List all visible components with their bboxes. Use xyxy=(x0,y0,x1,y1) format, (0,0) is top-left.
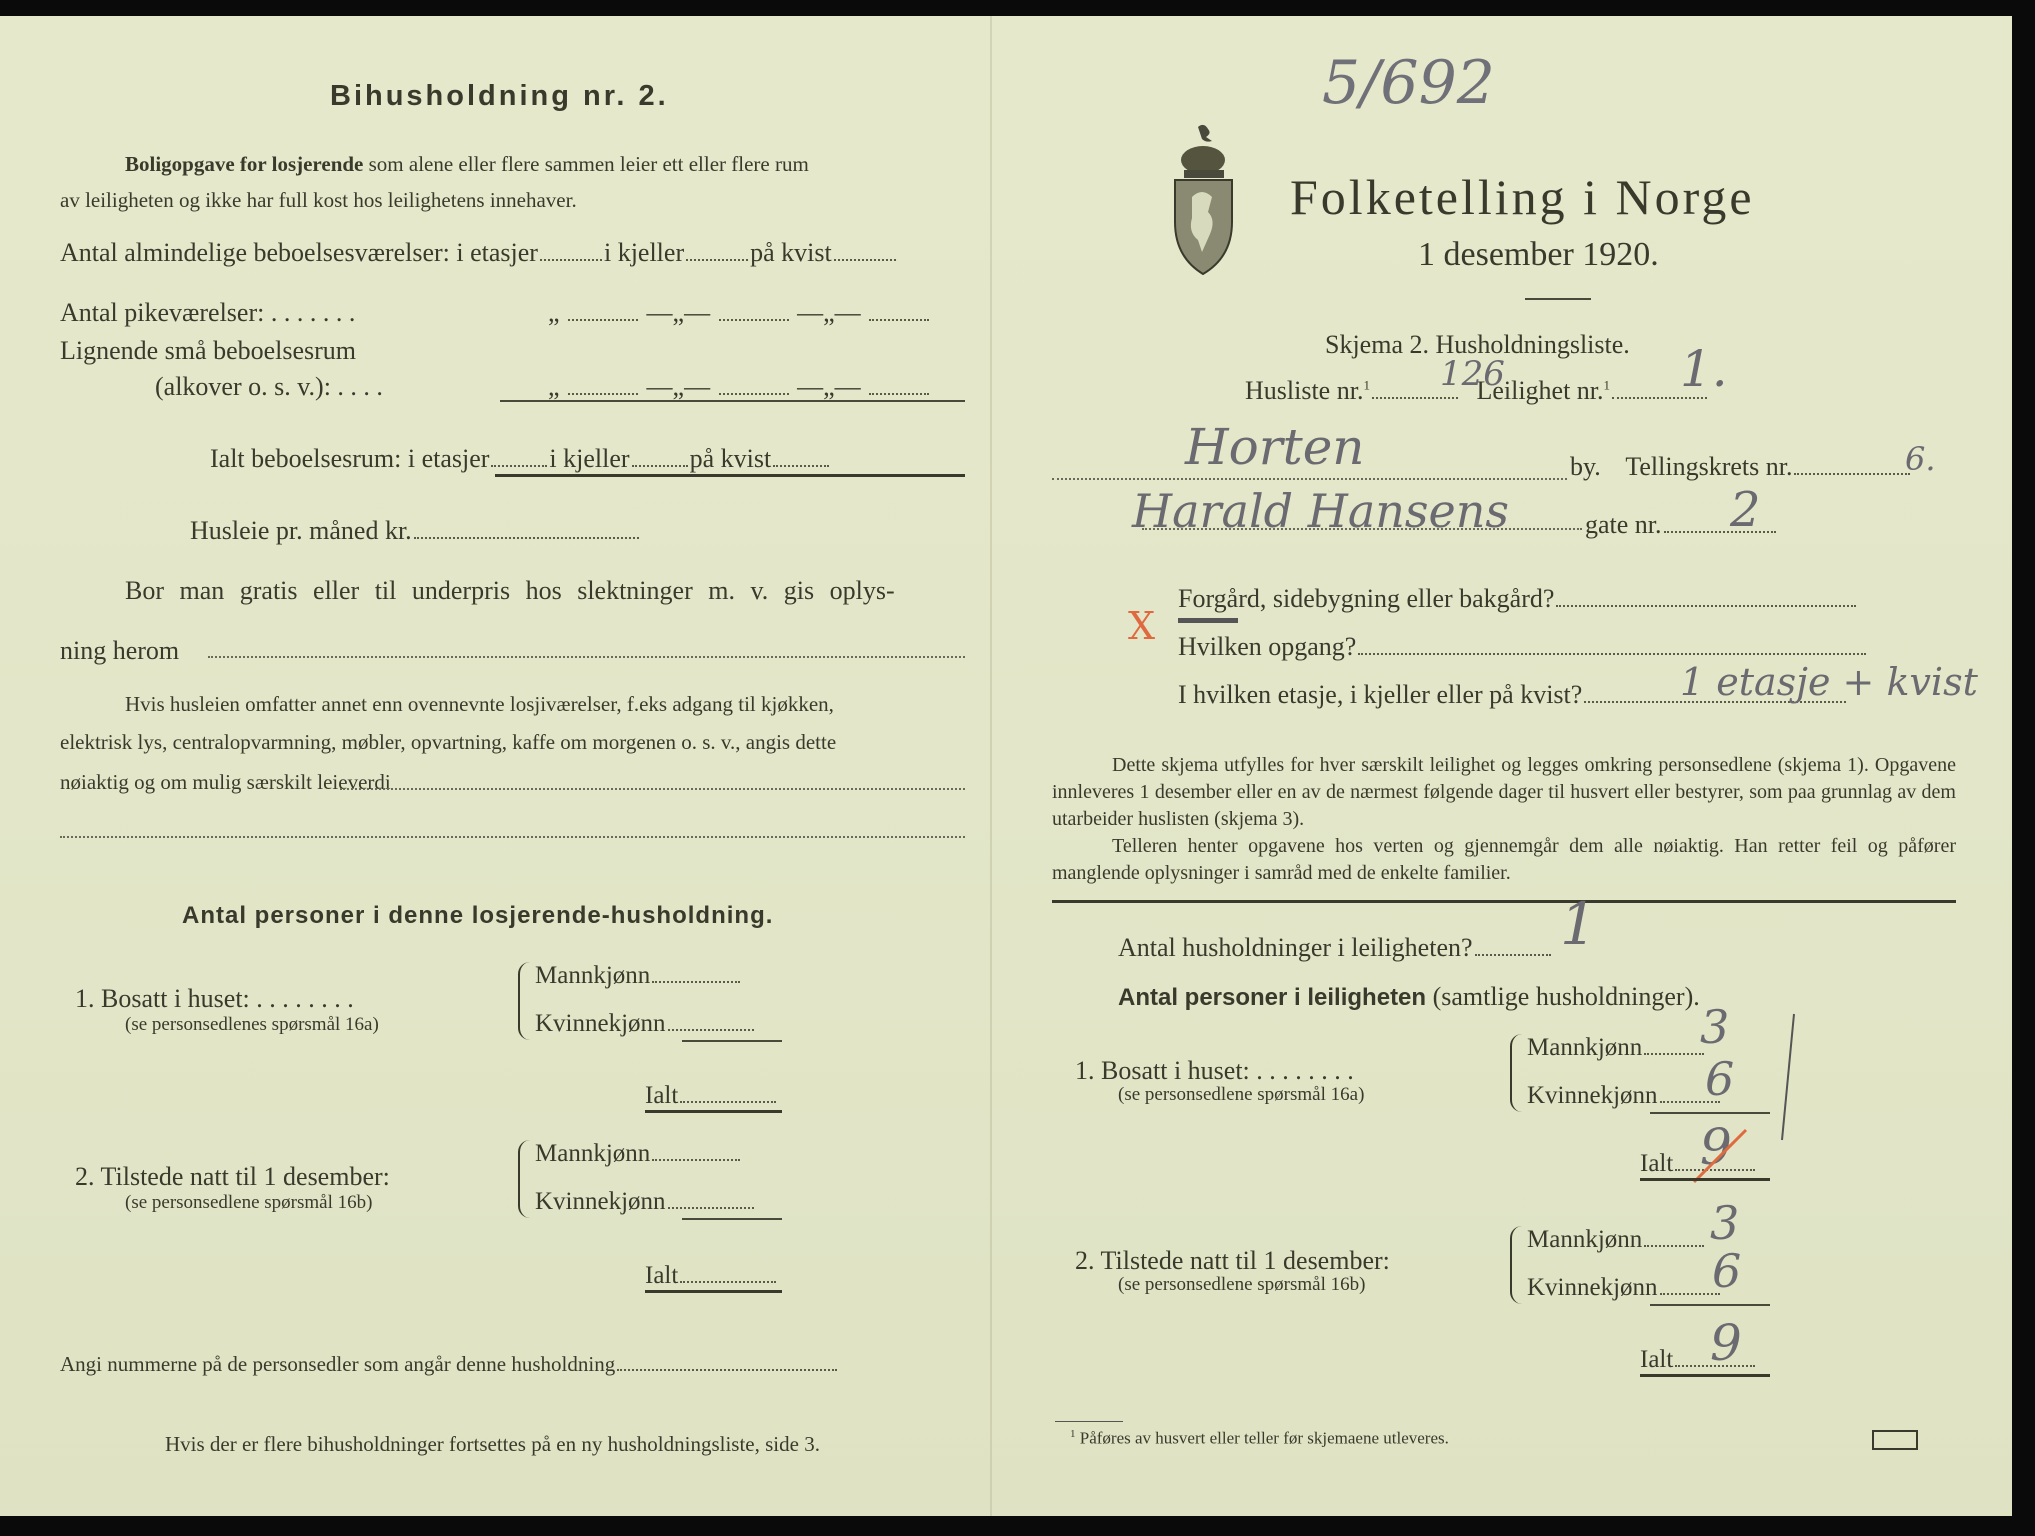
lodger-q1-sum-rule xyxy=(682,1040,782,1042)
apt-q1-female-value: 6 xyxy=(1705,1052,1735,1106)
intro-line2: av leiligheten og ikke har full kost hos leilighetens innehaver. xyxy=(60,188,577,212)
female-label: Kvinnekjønn xyxy=(1527,1274,1658,1301)
small-kvist-field[interactable] xyxy=(869,393,929,395)
male-label: Mannkjønn xyxy=(1527,1226,1643,1253)
check-bracket-icon xyxy=(1778,1012,1798,1142)
etasjer-field[interactable] xyxy=(540,259,602,261)
kvist-field[interactable] xyxy=(834,259,896,261)
apt-q2-total-rule xyxy=(1640,1374,1770,1377)
apt-q1-male xyxy=(1527,1034,1706,1062)
maid-etasjer-field[interactable] xyxy=(568,319,638,321)
apt-q1-total-value: 9 xyxy=(1700,1118,1732,1176)
lodger-q2-label: 2. Tilstede natt til 1 desember: xyxy=(75,1162,390,1191)
kjeller-label: i kjeller xyxy=(549,444,630,473)
city-label: by. xyxy=(1570,452,1601,481)
total-rooms-row xyxy=(210,444,831,474)
lodger-q1-female xyxy=(535,1010,756,1038)
apt-q2-male-value: 3 xyxy=(1710,1196,1740,1250)
opgang-question: Hvilken opgang? xyxy=(1178,632,1357,661)
apt-q1-male-field[interactable] xyxy=(1644,1053,1704,1055)
total-rule xyxy=(495,474,965,477)
kjeller-field[interactable] xyxy=(686,259,748,261)
maid-rooms-label: Antal pikeværelser: . . . . . . . xyxy=(60,298,356,327)
opgang-row xyxy=(1178,632,1868,662)
apt-q2-note: (se personsedlene spørsmål 16b) xyxy=(1118,1274,1366,1295)
households-row xyxy=(1118,933,1553,963)
lodger-q1-male xyxy=(535,962,742,990)
apt-q2-total-value: 9 xyxy=(1710,1314,1742,1372)
husliste-field[interactable] xyxy=(1372,397,1458,399)
lodger-q2-total-rule xyxy=(645,1290,782,1293)
free-answer-field[interactable] xyxy=(208,656,965,658)
male-label: Mannkjønn xyxy=(535,1140,651,1167)
apt-q2-female-value: 6 xyxy=(1712,1244,1742,1298)
maid-rooms-fields xyxy=(548,298,931,328)
red-check-stroke-icon xyxy=(1690,1126,1750,1186)
apt-q1-female xyxy=(1527,1082,1722,1110)
ditto-dash: —„— xyxy=(646,372,711,401)
lodger-q2-sum-rule xyxy=(682,1218,782,1220)
instructions-1: Dette skjema utfylles for hver særskilt leilighet og legges omkring personsedlene (skjema 1). Opgavene innleveres 1 desember eller en av de nærmest følgende dager til husvert eller bestyrer, som paa grunnlag av dem utarbeider huslisten (skjema 3). xyxy=(1052,754,1956,830)
small-rooms-fields xyxy=(548,372,931,402)
small-rooms-label-2: (alkover o. s. v.): . . . . xyxy=(155,372,383,401)
lodger-q1-total xyxy=(645,1082,778,1110)
continue-note: Hvis der er flere bihusholdninger fortsettes på en ny husholdningsliste, side 3. xyxy=(165,1432,820,1456)
footnote-mark: 1 xyxy=(1603,377,1611,393)
total-kvist-field[interactable] xyxy=(773,465,829,467)
apt-q2-male-field[interactable] xyxy=(1644,1245,1704,1247)
free-question-line2 xyxy=(60,636,179,666)
lodger-q1-female-field[interactable] xyxy=(668,1029,754,1031)
apt-q1-label: 1. Bosatt i huset: . . . . . . . . xyxy=(1075,1056,1354,1085)
kvist-label: på kvist xyxy=(689,444,772,473)
intro-bold: Boligopgave for losjerende xyxy=(125,152,364,176)
apt-q1-note: (se personsedlene spørsmål 16a) xyxy=(1118,1084,1365,1105)
apt-q1-male-value: 3 xyxy=(1700,1000,1730,1054)
households-question: Antal husholdninger i leiligheten? xyxy=(1118,933,1473,962)
krets-field[interactable] xyxy=(1794,473,1910,475)
kjeller-label: i kjeller xyxy=(603,238,685,267)
instructions-2: Telleren henter opgavene hos verten og gjennemgår dem alle nøiaktig. Han retter feil og påfører manglende oplysninger i samråd med de enkelte familier. xyxy=(1052,835,1956,884)
small-kjeller-field[interactable] xyxy=(719,393,789,395)
apt-q2-female xyxy=(1527,1274,1722,1302)
households-field[interactable] xyxy=(1475,954,1551,956)
rent-field[interactable] xyxy=(414,537,639,539)
husliste-value: 126 xyxy=(1440,354,1505,394)
lodger-q1-total-rule xyxy=(645,1110,782,1113)
numbers-row xyxy=(60,1352,839,1377)
subtotal-rule xyxy=(500,400,965,402)
lodger-q1-label: 1. Bosatt i huset: . . . . . . . . xyxy=(75,984,354,1013)
apt-q2-label: 2. Tilstede natt til 1 desember: xyxy=(1075,1246,1390,1275)
leilighet-value: 1. xyxy=(1680,340,1728,398)
numbers-field[interactable] xyxy=(617,1369,837,1371)
lodger-q2-female xyxy=(535,1188,756,1216)
footnote-rule xyxy=(1055,1421,1123,1422)
ordinary-rooms-label: Antal almindelige beboelsesværelser: xyxy=(60,238,450,267)
apt-q1-total-rule xyxy=(1640,1178,1770,1181)
krets-row xyxy=(1570,452,1912,482)
etasjer-label: i etasjer xyxy=(456,238,538,267)
lodger-q2-total xyxy=(645,1262,778,1290)
maid-kjeller-field[interactable] xyxy=(719,319,789,321)
kvist-label: på kvist xyxy=(750,238,832,267)
forgard-row xyxy=(1178,584,1858,614)
ditto-dash: —„— xyxy=(797,372,861,401)
male-label: Mannkjønn xyxy=(535,962,651,989)
printer-stamp-icon xyxy=(1872,1430,1918,1450)
lodger-q2-brace xyxy=(518,1140,530,1218)
apt-persons-heading xyxy=(1118,982,1700,1012)
red-x-mark: X xyxy=(1128,604,1156,648)
intro-text xyxy=(125,152,809,177)
husliste-label: Husliste nr. xyxy=(1245,376,1364,405)
lodger-q2-male-field[interactable] xyxy=(652,1159,740,1161)
gate-value: 2 xyxy=(1730,482,1761,538)
total-label: Ialt xyxy=(1640,1150,1674,1177)
etasje-question: I hvilken etasje, i kjeller eller på kvist? xyxy=(1178,680,1583,709)
ordinary-rooms-row xyxy=(60,238,898,268)
krets-label: Tellingskrets nr. xyxy=(1625,452,1793,481)
lodger-q1-note: (se personsedlenes spørsmål 16a) xyxy=(125,1014,379,1035)
page-fold xyxy=(990,16,992,1516)
apt-q2-male xyxy=(1527,1226,1706,1254)
leieverdi-field-line2[interactable] xyxy=(60,836,965,838)
rent-label: Husleie pr. måned kr. xyxy=(190,516,412,545)
section-divider xyxy=(1052,900,1956,903)
leilighet-label: Leilighet nr. xyxy=(1476,376,1604,405)
apt-persons-heading-bold: Antal personer i leiligheten xyxy=(1118,984,1427,1011)
opgang-field[interactable] xyxy=(1358,653,1866,655)
total-label: Ialt xyxy=(1640,1346,1674,1373)
rent-row xyxy=(190,516,641,546)
left-page-title: Bihusholdning nr. 2. xyxy=(330,80,669,112)
footnote-mark: 1 xyxy=(1363,377,1370,393)
small-rooms-label-1: Lignende små beboelsesrum xyxy=(60,336,357,365)
forgard-underline xyxy=(1178,618,1238,623)
street-value: Harald Hansens xyxy=(1132,484,1509,538)
leieverdi-field[interactable] xyxy=(340,788,965,790)
ditto-mark: „ xyxy=(548,298,560,327)
lodger-persons-heading: Antal personer i denne losjerende-husholdning. xyxy=(182,902,774,929)
lodger-q1-male-field[interactable] xyxy=(652,981,740,983)
total-rooms-label: Ialt beboelsesrum: xyxy=(210,444,402,473)
footnote-mark: 1 xyxy=(1070,1428,1076,1440)
ditto-mark: „ xyxy=(548,372,560,401)
forgard-question: Forgård, sidebygning eller bakgård? xyxy=(1178,584,1555,613)
ditto-dash: —„— xyxy=(646,298,711,327)
intro-rest: som alene eller flere sammen leier ett eller flere rum xyxy=(368,152,809,176)
lodger-q2-note: (se personsedlene spørsmål 16b) xyxy=(125,1192,373,1213)
krets-value: 6. xyxy=(1905,440,1936,478)
free-question-line1: Bor man gratis eller til underpris hos slektninger m. v. gis oplys- xyxy=(125,576,895,605)
lodger-q1-total-field[interactable] xyxy=(680,1101,776,1103)
apt-q1-sum-rule xyxy=(1650,1112,1770,1114)
apt-q2-brace xyxy=(1510,1226,1522,1304)
total-label: Ialt xyxy=(645,1082,679,1109)
title-divider xyxy=(1525,298,1591,300)
form-title: Folketelling i Norge xyxy=(1290,169,1755,225)
norwegian-coat-of-arms-icon xyxy=(1170,122,1240,277)
footnote xyxy=(1070,1428,1449,1449)
form-date: 1 desember 1920. xyxy=(1418,236,1659,273)
includes-line2: elektrisk lys, centralopvarmning, møbler, opvartning, kaffe om morgenen o. s. v., angis dette xyxy=(60,730,837,754)
apt-persons-heading-rest: (samtlige husholdninger). xyxy=(1432,982,1700,1011)
female-label: Kvinnekjønn xyxy=(535,1010,666,1037)
forgard-field[interactable] xyxy=(1556,605,1856,607)
includes-line3: nøiaktig og om mulig særskilt leieverdi xyxy=(60,770,391,794)
maid-kvist-field[interactable] xyxy=(869,319,929,321)
footnote-text: Påføres av husvert eller teller før skjemaene utleveres. xyxy=(1079,1428,1449,1448)
city-field[interactable] xyxy=(1052,478,1567,480)
numbers-label: Angi nummerne på de personsedler som angår denne husholdning xyxy=(60,1352,616,1376)
archive-number: 5/692 xyxy=(1322,48,1495,118)
small-etasjer-field[interactable] xyxy=(568,393,638,395)
households-value: 1 xyxy=(1560,890,1597,958)
apt-q2-female-field[interactable] xyxy=(1660,1293,1720,1295)
total-etasjer-field[interactable] xyxy=(491,465,547,467)
lodger-q1-brace xyxy=(518,962,530,1040)
schema-label: Skjema 2. Husholdningsliste. xyxy=(1325,330,1630,359)
gate-label: gate nr. xyxy=(1585,510,1662,539)
lodger-q2-male xyxy=(535,1140,742,1168)
city-value: Horten xyxy=(1185,418,1365,476)
male-label: Mannkjønn xyxy=(1527,1034,1643,1061)
includes-line1: Hvis husleien omfatter annet enn ovennevnte losjiværelser, f.eks adgang til kjøkken, xyxy=(125,692,834,716)
free-question-label: ning herom xyxy=(60,636,180,665)
apt-q2-sum-rule xyxy=(1650,1304,1770,1306)
female-label: Kvinnekjønn xyxy=(1527,1082,1658,1109)
etasjer-label: i etasjer xyxy=(407,444,490,473)
female-label: Kvinnekjønn xyxy=(535,1188,666,1215)
total-label: Ialt xyxy=(645,1262,679,1289)
total-kjeller-field[interactable] xyxy=(632,465,688,467)
lodger-q2-total-field[interactable] xyxy=(680,1281,776,1283)
etasje-value: 1 etasje + kvist xyxy=(1680,660,1978,704)
ditto-dash: —„— xyxy=(797,298,861,327)
apt-q1-brace xyxy=(1510,1034,1522,1112)
lodger-q2-female-field[interactable] xyxy=(668,1207,754,1209)
